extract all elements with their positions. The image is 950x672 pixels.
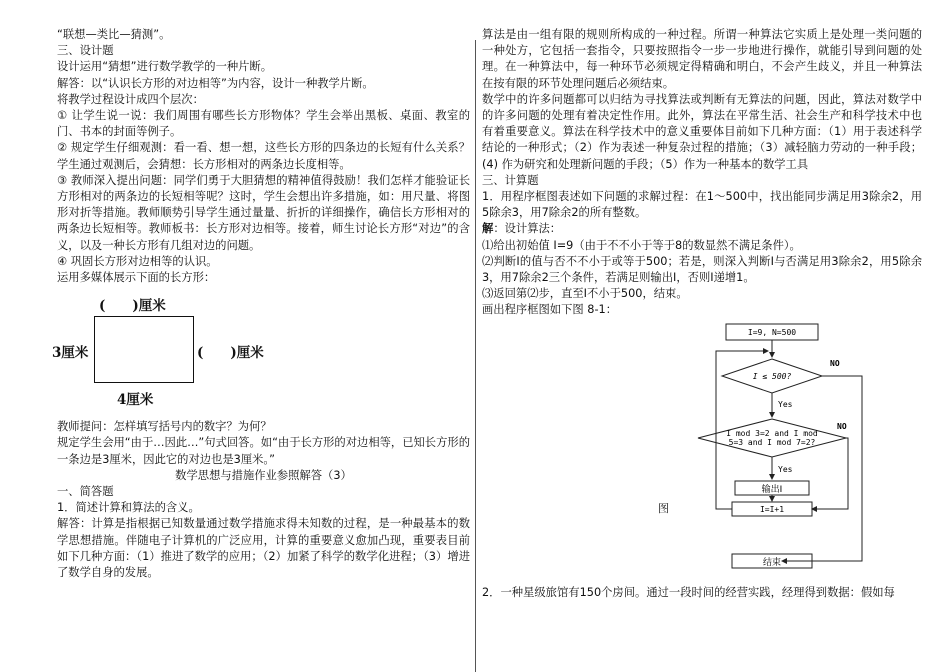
- column-divider: [475, 40, 476, 672]
- question: 1．简述计算和算法的含义。: [57, 501, 200, 515]
- paragraph: ④ 巩固长方形对边相等的认识。: [57, 254, 218, 268]
- paragraph: 算法是由一组有限的规则所构成的一种过程。所谓一种算法它实质上是处理一类问题的一种处方，它包括一套指令，只要按照指令一步一步地进行操作，就能引导到问题的处理。在一种算法中，每一种环节必须规定得精确和明白，不会产生歧义，并且一种算法在按有限的环节处理问题后必须结束。: [482, 28, 922, 90]
- paragraph: ② 规定学生仔细观测：看一看、想一想，这些长方形的四条边的长短有什么关系？学生通过观测后，会猜想：长方形相对的两条边长度相等。: [57, 141, 470, 171]
- question: 2．一种星级旅馆有150个房间。通过一段时间的经营实践，经理得到数据：假如每: [482, 585, 895, 599]
- top-side-label: ( )厘米: [99, 298, 166, 315]
- paragraph: 将教学过程设计成四个层次：: [57, 92, 204, 106]
- section-heading: 一、简答题: [57, 485, 114, 499]
- no-label-2: NO: [837, 421, 847, 431]
- end-text: 结束: [762, 557, 782, 568]
- paragraph: 规定学生会用“由于…因此…”句式回答。如“由于长方形的对边相等，已知长方形的一条边是3厘米，因此它的对边也是3厘米。”: [57, 436, 470, 466]
- paragraph: 运用多媒体展示下面的长方形：: [57, 271, 216, 285]
- no-label-1: NO: [830, 358, 840, 368]
- solution-line: [482, 221, 922, 237]
- decision-2-text-line2: 5=3 and I mod 7=2?: [728, 437, 816, 447]
- right-column: [482, 27, 922, 601]
- paragraph: ③ 教师深入提出问题：同学们勇于大胆猜想的精神值得鼓励！我们怎样才能验证长方形相对的两条边的长短相等呢？这时，学生会想出许多措施，如：用尺量、将图形对折等措施。教师顺势引导学生通过量量、折折的详细操作，确信长方形相对的两条边长短相等。教师板书：长方形对边相等。接着，师生讨论长方形“对边”的含义，以及一种长方形有几组对边的问题。: [57, 173, 470, 252]
- section-heading: 三、计算题: [482, 173, 539, 187]
- question: 1．用程序框图表述如下问题的求解过程：在1～500中，找出能同步满足用3除余2，用5除余3，用7除余2的所有整数。: [482, 190, 922, 220]
- paragraph: 数学中的许多问题都可以归结为寻找算法或判断有无算法的问题，因此，算法对数学中的许多问题的处理有着决定性作用。此外，算法在平常生活、社会生产和科学技术中也有着重要意义。算法在科学技术中的意义重要体目前如下几种方面：（1）用于表述科学结论的一种形式；（2）作为表述一种复杂过程的措施；（3）减轻脑力劳动的一种手段；(4) 作为研究和处理新问题的手段；（5）作为一种基本的数学工具: [482, 92, 922, 171]
- step: ⑵判断I的值与否不不小于或等于500；若是，则深入判断I与否满足用3除余2，用5除余3，用7除余2三个条件，若满足则输出I，否则I递增1。: [482, 254, 922, 285]
- output-text: 输出I: [761, 484, 783, 495]
- increment-text: I=I+1: [759, 504, 785, 514]
- init-text: I=9, N=500: [747, 327, 797, 337]
- decision-2-text-line1: I mod 3=2 and I mod: [726, 428, 818, 438]
- left-column: [52, 27, 470, 581]
- paragraph: “联想—类比—猜测”。: [57, 28, 171, 41]
- right-side-label: ( )厘米: [197, 345, 264, 362]
- paragraph: 解答：计算是指根据已知数量通过数学措施求得未知数的过程，是一种最基本的数学思想措施。伴随电子计算机的广泛应用，计算的重要意义愈加凸现，重要表目前如下几种方面：（1）推进了数学的应用；（2）加紧了科学的数学化进程；（3）增进了数学自身的发展。: [57, 517, 470, 580]
- yes-label-1: Yes: [778, 399, 793, 409]
- paragraph: 解答：以“认识长方形的对边相等”为内容，设计一种教学片断。: [57, 76, 374, 90]
- yes-label-2: Yes: [778, 464, 793, 474]
- flowchart-svg: [482, 321, 922, 571]
- paragraph: 设计运用“猜想”进行数学教学的一种片断。: [57, 60, 273, 74]
- step: ⑴给出初始值 I=9（由于不不小于等于8的数显然不满足条件）。: [482, 238, 801, 252]
- rectangle-shape: [94, 316, 194, 383]
- left-side-label: 3厘米: [52, 345, 89, 362]
- step: 画出程序框图如下图 8-1：: [482, 303, 618, 317]
- solution-rest: ：设计算法：: [493, 222, 562, 236]
- paragraph: ① 让学生说一说：我们周围有哪些长方形物体？学生会举出黑板、桌面、教室的门、书本的封面等例子。: [57, 109, 470, 139]
- decision-1-text: I ≤ 500?: [752, 371, 792, 381]
- rectangle-figure: [52, 294, 470, 419]
- section-heading: 三、设计题: [57, 44, 114, 58]
- flowchart: [482, 321, 922, 571]
- solution-label: 解: [482, 222, 494, 236]
- figure-caption: 图: [658, 501, 669, 515]
- section-title: 数学思想与措施作业参照解答（3）: [175, 468, 352, 482]
- step: ⑶返回第⑵步，直至I不小于500，结束。: [482, 287, 688, 301]
- bottom-side-label: 4厘米: [117, 392, 154, 409]
- paragraph: 教师提问：怎样填写括号内的数字？为何？: [57, 420, 272, 434]
